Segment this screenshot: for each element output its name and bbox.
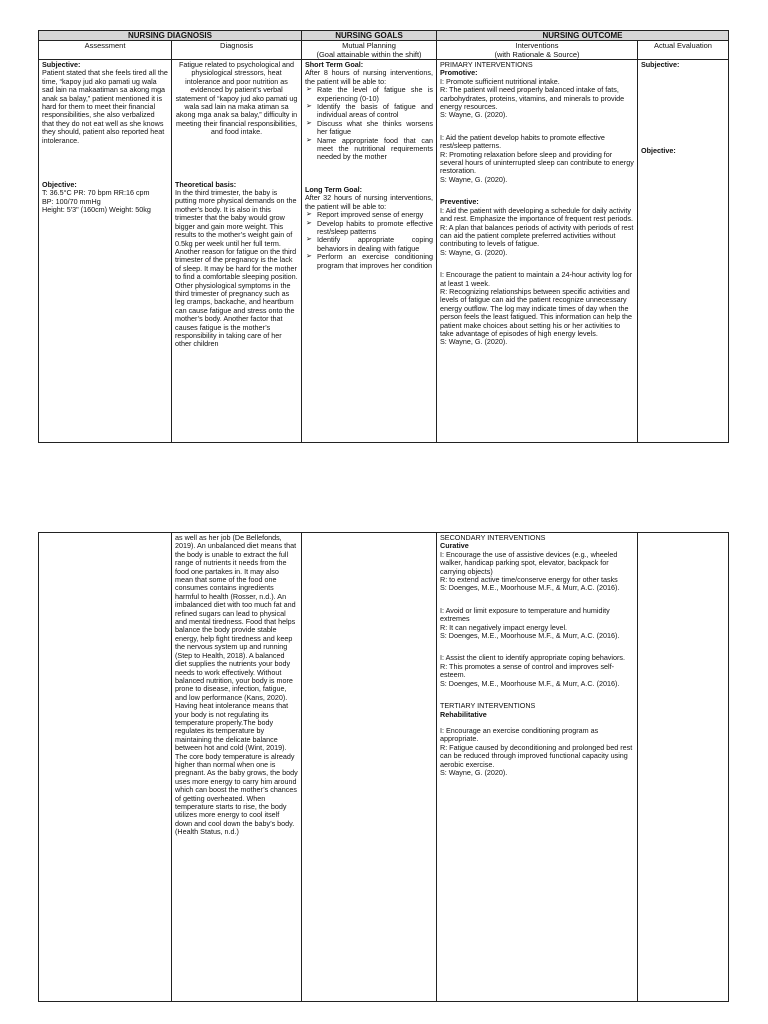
subheader-interventions	[436, 40, 638, 60]
short-term-goal-label: Short Term Goal:	[305, 60, 364, 69]
theoretical-basis-label: Theoretical basis:	[175, 179, 237, 189]
evaluation-cell	[637, 59, 729, 443]
vitals-line-2: BP: 100/70 mmHg	[42, 196, 101, 206]
subheader-assessment	[38, 40, 172, 60]
intervention-7: I: Assist the client to identify appropriate coping behaviors.	[440, 653, 625, 663]
rationale-5: R: to extend active time/conserve energy for other tasks	[440, 575, 618, 585]
intervention-2: I: Aid the patient develop habits to promote effective rest/sleep patterns.	[440, 132, 605, 151]
rationale-6: R: It can negatively impact energy level.	[440, 622, 568, 632]
subheader-interventions-line-2: (with Rationale & Source)	[494, 49, 580, 59]
theoretical-basis-continued: as well as her job (De Bellefonds, 2019). An unbalanced diet means that the body is unable to extract the full range of nutrients it needs from the food one partakes in. It may also mean that some of the food one consumes contains ingredients harmful to health (Rosser, n.d.). An imbalanced diet with too much fat and refined sugars can lead to physical and mental tiredness. Food that helps balance the body provide stable energy, help fight tiredness and keep the nervous system up and running (Step to Health, 2018). A balanced diet supplies the nutrients your body needs to work effectively. Without balanced nutrition, your body is more prone to disease, infection, fatigue, and low performance (Kans, 2020). Having heat intolerance means that your body is not regulating its temperature properly.The body regulates its temperature by maintaining the delicate balance between hot and cold (Wint, 2019). The core body temperature is already higher than normal when one is pregnant. As the baby grows, the body uses more energy to carry him around which can boost the mother’s chances of getting overheated. When temperature starts to rise, the body utilizes more energy to cool itself down and cool down the baby’s body. (Health Status, n.d.)	[175, 533, 298, 837]
rationale-2: R: Promoting relaxation before sleep and providing for several hours of uninterrupted sleep can contribute to energy restoration.	[440, 149, 634, 176]
long-term-goal-intro: After 32 hours of nursing interventions, the patient will be able to:	[305, 193, 433, 211]
rationale-1: R: The patient will need properly balanced intake of fats, carbohydrates, proteins, vitamins, and minerals to provide energy resources.	[440, 85, 625, 112]
subheader-planning	[301, 40, 437, 60]
source-1: S: Wayne, G. (2020).	[440, 110, 508, 120]
intervention-3: I: Aid the patient with developing a schedule for daily activity and rest. Emphasize the importance of frequent rest periods.	[440, 205, 633, 224]
header-nursing-goals: NURSING GOALS	[301, 30, 437, 41]
rationale-4: R: Recognizing relationships between specific activities and levels of fatigue can aid the patient recognize unnecessary energy outflow. The log may indicate times of day when the person feels the least fatigued. This information can help the patient make choices about setting his or her activities to take advantage of episodes of high energy levels.	[440, 286, 633, 338]
rationale-7: R: This promotes a sense of control and improves self-esteem.	[440, 661, 615, 680]
subheader-evaluation	[637, 40, 729, 60]
long-term-goal-item: ➢ Identify appropriate coping behaviors in dealing with fatigue	[317, 236, 433, 253]
subheader-diagnosis-label: Diagnosis	[220, 41, 253, 50]
preventive-label: Preventive:	[440, 197, 479, 207]
vitals-line-1: T: 36.5°C PR: 70 bpm RR:16 cpm	[42, 188, 150, 198]
interventions-cell	[436, 59, 638, 443]
source-3: S: Wayne, G. (2020).	[440, 247, 508, 257]
goals-cell-continued	[301, 532, 437, 1002]
promotive-label: Promotive:	[440, 68, 478, 78]
rehabilitative-label: Rehabilitative	[440, 709, 487, 719]
source-6: S: Doenges, M.E., Moorhouse M.F., & Murr, A.C. (2016).	[440, 631, 620, 641]
short-term-goal-intro: After 8 hours of nursing interventions, the patient will be able to:	[305, 68, 433, 86]
assessment-cell	[38, 59, 172, 443]
subheader-assessment-label: Assessment	[84, 41, 126, 50]
interventions-cell-continued	[436, 532, 638, 1002]
intervention-1: I: Promote sufficient nutritional intake.	[440, 76, 560, 86]
assessment-cell-continued	[38, 532, 172, 1002]
objective-label: Objective:	[42, 180, 77, 190]
long-term-goal-label: Long Term Goal:	[305, 184, 362, 194]
evaluation-cell-continued	[637, 532, 729, 1002]
source-8: S: Wayne, G. (2020).	[440, 767, 508, 777]
diagnosis-cell	[171, 59, 302, 443]
short-term-goal-item: ➢ Name appropriate food that can meet the nutritional requirements needed by the mother	[317, 137, 433, 162]
long-term-goal-item: ➢ Perform an exercise conditioning program that improves her condition	[317, 253, 433, 270]
theoretical-basis-text: In the third trimester, the baby is putting more physical demands on the mother’s body. It is also in this trimester that the baby would grow bigger and gain more weight. This results to the mother’s weight gain of 0.5kg per week until her full term. Another reason for fatigue on the third trimester of the pregnancy is the lack of sleep. It may be hard for the mother to find a comfortable sleeping position. Other physiological symptoms in the third trimester of pregnancy such as leg cramps, backache, and heartburn can cause fatigue and stress onto the mother’s body. Another factor that causes fatigue is the mother’s responsibility in taking care of her other children	[175, 188, 298, 349]
goals-cell	[301, 59, 437, 443]
source-7: S: Doenges, M.E., Moorhouse M.F., & Murr, A.C. (2016).	[440, 678, 620, 688]
source-4: S: Wayne, G. (2020).	[440, 337, 508, 347]
diagnosis-cell-continued	[171, 532, 302, 1002]
evaluation-objective-label: Objective:	[641, 146, 676, 156]
subjective-label: Subjective:	[42, 60, 81, 69]
primary-interventions-title: PRIMARY INTERVENTIONS	[440, 60, 533, 69]
rationale-8: R: Fatigue caused by deconditioning and prolonged bed rest can be reduced through improved functional capacity using aerobic exercise.	[440, 742, 633, 769]
diagnosis-statement: Fatigue related to psychological and physiological stressors, heat intolerance and poor nutrition as evidenced by patient’s verbal statement of “kapoy jud ako pamati ug wala sad lain na maka atiman sa akong mga anak sa balay,” difficulty in meeting their financial responsibilities, and food intake.	[175, 60, 298, 137]
long-term-goal-item: ➢ Develop habits to promote effective rest/sleep patterns	[317, 220, 433, 237]
short-term-goal-item: ➢ Identify the basis of fatigue and individual areas of control	[317, 103, 433, 120]
tertiary-interventions-title: TERTIARY INTERVENTIONS	[440, 701, 536, 711]
care-plan-table-page-1	[38, 30, 729, 443]
intervention-4: I: Encourage the patient to maintain a 24-hour activity log for at least 1 week.	[440, 270, 633, 288]
subheader-diagnosis	[171, 40, 302, 60]
evaluation-subjective-label: Subjective:	[641, 60, 680, 69]
care-plan-table-page-2	[38, 532, 729, 1002]
subheader-interventions-line-1: Interventions	[515, 41, 559, 50]
header-nursing-diagnosis: NURSING DIAGNOSIS	[38, 30, 302, 41]
long-term-goal-list	[305, 211, 433, 270]
short-term-goal-item: ➢ Rate the level of fatigue she is experiencing (0-10)	[317, 86, 433, 103]
long-term-goal-item: ➢ Report improved sense of energy	[317, 211, 433, 219]
subheader-evaluation-label: Actual Evaluation	[654, 41, 712, 50]
subheader-planning-line-1: Mutual Planning	[342, 41, 396, 50]
source-2: S: Wayne, G. (2020).	[440, 174, 508, 184]
subheader-planning-line-2: (Goal attainable within the shift)	[316, 49, 422, 59]
intervention-8: I: Encourage an exercise conditioning program as appropriate.	[440, 725, 599, 744]
short-term-goal-list	[305, 86, 433, 162]
vitals-line-3: Height: 5'3" (160cm) Weight: 50kg	[42, 205, 151, 215]
intervention-5: I: Encourage the use of assistive devices (e.g., wheeled walker, handicap parking spot, elevator, backpack for carrying objects)	[440, 549, 618, 576]
curative-label: Curative	[440, 541, 469, 551]
secondary-interventions-title: SECONDARY INTERVENTIONS	[440, 533, 546, 542]
rationale-3: R: A plan that balances periods of activity with periods of rest can aid the patient complete preferred activities without contributing to levels of fatigue.	[440, 222, 634, 249]
short-term-goal-item: ➢ Discuss what she thinks worsens her fatigue	[317, 120, 433, 137]
header-nursing-outcome: NURSING OUTCOME	[436, 30, 729, 41]
source-5: S: Doenges, M.E., Moorhouse M.F., & Murr, A.C. (2016).	[440, 583, 620, 593]
subjective-text: Patient stated that she feels tired all the time, “kapoy jud ako pamati ug wala sad lain na makaatiman sa akong mga anak sa balay,” patient mentioned it is hard for them to meet their financial responsibilities, she also verbalized that they do not eat well as she knows they should, patient also reported heat intolerance.	[42, 68, 168, 145]
intervention-6: I: Avoid or limit exposure to temperature and humidity extremes	[440, 605, 610, 624]
